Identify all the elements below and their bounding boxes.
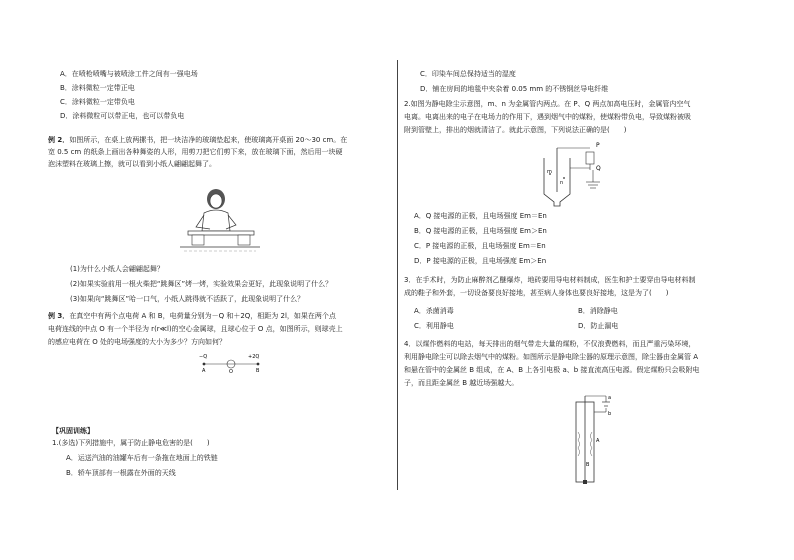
q4-line-3: 和悬在管中的金属丝 B 组成，在 A、B 上各引电极 a、b 接直流高压电源。假定煤粉只会吸附电 [404,366,700,374]
charge-b-value: +2Q [248,354,260,360]
practice-question-1: 1.(多选)下列措施中，属于防止静电危害的是( ) [52,439,210,447]
electrode-a-label: a [608,395,612,401]
q2-option-d: D．P 接电源的正极，且电场强度 Em＞En [414,257,547,265]
paper-dance-illustration [180,185,260,257]
example-2-line-3: 泡沫塑料在玻璃上擦，就可以看到小纸人翩翩起舞了。 [48,160,216,168]
label-m: m [547,169,552,175]
example-3-line-3: 的感应电荷在 O 处的电场强度的大小为多少？方向如何？ [48,338,226,346]
q3-option-c: C．利用静电 [414,322,454,330]
example-2-question-2: (2)如果实验前用一根火柴把“跳舞区”烤一烤，实验效果会更好，此现象说明了什么？ [70,280,333,288]
example-2-question-3: (3)如果向“跳舞区”哈一口气，小纸人跳得就不活跃了，此现象说明了什么？ [70,295,305,303]
q1-option-c: C．印染车间总保持适当的湿度 [420,70,516,78]
q2-option-a: A．Q 接电源的正极，且电场强度 Em＝En [414,212,547,220]
prev-option-c: C．涂料微粒一定带负电 [60,98,135,106]
q2-line-3: 附到管壁上，排出的烟就清洁了。就此示意图，下列说法正确的是( ) [404,126,627,134]
wire-b-label: B [586,462,590,468]
label-n: n [560,180,564,186]
q2-line-2: 电离。电离出来的电子在电场力的作用下，遇到烟气中的煤粉，使煤粉带负电，导致煤粉被吸 [404,113,691,121]
practice-heading: 【巩固训练】 [52,427,94,435]
example-2-line-2: 宽 0.5 cm 的纸条上画出各种舞姿的人形，用剪刀把它们剪下来，放在玻璃下面，然后用一块硬 [48,148,343,156]
electrode-b-label: b [608,411,612,417]
example-3-line-2: 电荷连线的中点 O 有一个半径为 r(r≪l)的空心金属球，且球心位于 O 点，如图所示，则球壳上 [48,325,343,333]
charge-a-label: A [202,368,206,374]
center-o-label: O [229,369,233,374]
q2-option-c: C．P 接电源的正极，且电场强度 Em＝En [414,242,546,250]
example-2-label: 例 2． [48,136,70,144]
prev-option-d: D．涂料微粒可以带正电，也可以带负电 [60,112,185,120]
q2-line-1: 2.如图为静电除尘示意图，m、n 为金属管内两点。在 P、Q 两点加高电压时，金属管内空气 [404,100,691,108]
example-3-line-1: 在真空中有两个点电荷 A 和 B，电荷量分别为－Q 和＋2Q，相距为 2l，如果在两个点 [69,312,336,320]
example-3-text-1 [48,312,336,321]
electrostatic-precipitator-diagram [540,140,616,208]
q4-line-1: 4．以煤作燃料的电站，每天排出的烟气带走大量的煤粉，不仅浪费燃料，而且严重污染环境， [404,340,696,348]
example-2-question-1: (1)为什么小纸人会翩翩起舞？ [70,265,164,273]
practice-q1-option-a: A．运送汽油的油罐车后有一条拖在地面上的铁链 [66,454,218,462]
dust-precipitator-diagram [570,392,614,488]
q3-line-2: 成的鞋子和外套，一切设备要良好接地，甚至病人身体也要良好接地，这是为了( ) [404,289,669,297]
label-p: P [596,142,600,149]
example-2-line-1: 如图所示，在桌上放两摞书，把一块洁净的玻璃垫起来，使玻璃离开桌面 20～30 cm。在 [69,136,348,144]
q1-option-d: D．铺在房间的地毯中夹杂着 0.05 mm 的不锈钢丝导电纤维 [420,85,609,93]
q4-line-2: 利用静电除尘可以除去烟气中的煤粉。如图所示是静电除尘器的原理示意图，除尘器由金属管 A [404,353,699,361]
practice-q1-option-b: B．轿车顶部有一根露在外面的天线 [66,469,176,477]
charge-a-value: −Q [199,354,208,360]
label-q: Q [596,165,601,172]
charges-diagram [196,352,266,374]
prev-option-a: A．在喷枪喷嘴与被喷涂工件之间有一强电场 [60,70,198,78]
tube-a-label: A [596,438,600,444]
example-3-label: 例 3． [48,312,70,320]
column-divider [397,60,398,490]
q3-option-a: A．杀菌消毒 [414,307,454,315]
prev-option-b: B．涂料微粒一定带正电 [60,84,135,92]
q3-option-b: B．消除静电 [578,307,618,315]
q3-option-d: D．防止漏电 [578,322,619,330]
charge-b-label: B [256,368,260,374]
q4-line-4: 子，而且距金属丝 B 越近场强越大。 [404,379,519,387]
example-2-text-1 [48,136,347,145]
q3-line-1: 3．在手术时，为防止麻醉剂乙醚爆炸，地砖要用导电材料制成，医生和护士要穿由导电材料制 [404,276,696,284]
q2-option-b: B．Q 接电源的正极，且电场强度 Em＞En [414,227,547,235]
